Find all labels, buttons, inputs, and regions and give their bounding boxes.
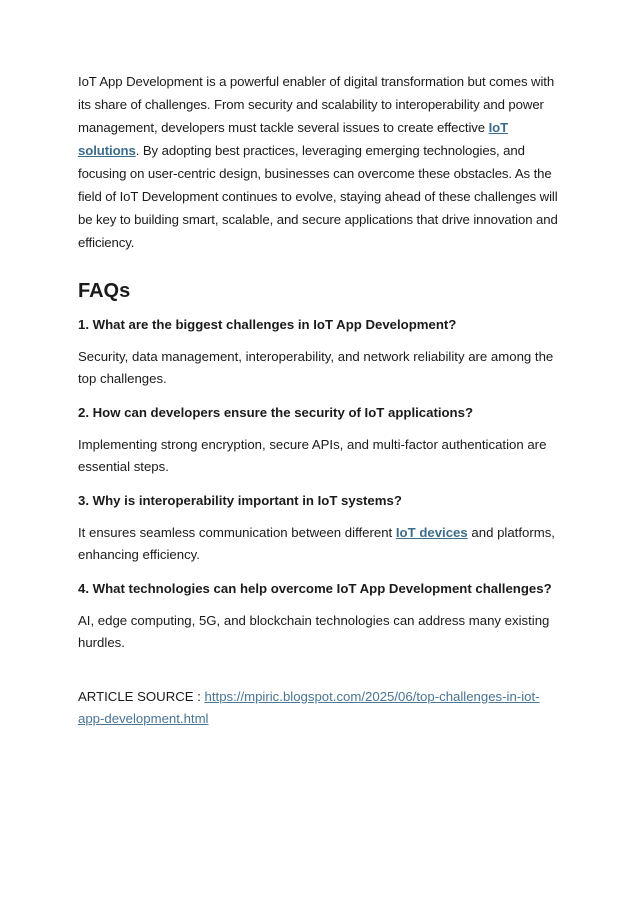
faq-answer-3-end: and platforms, enhancing efficiency. bbox=[78, 525, 555, 562]
faq-heading: FAQs bbox=[78, 280, 131, 302]
article-source-link[interactable]: https://mpiric.blogspot.com/2025/06/top-challenges-in-iot-app-development.html bbox=[78, 689, 540, 726]
intro-paragraph bbox=[78, 70, 562, 254]
document-page bbox=[78, 70, 562, 730]
faq-list bbox=[78, 314, 562, 654]
article-source bbox=[78, 686, 562, 730]
iot-solutions-link[interactable]: IoT solutions bbox=[78, 120, 509, 158]
faq-answer-3-start: It ensures seamless communication between different bbox=[78, 525, 396, 540]
faq-answer-3 bbox=[78, 522, 562, 566]
faq-question-4: 4. What technologies can help overcome IoT App Development challenges? bbox=[78, 581, 552, 596]
faq-question-2: 2. How can developers ensure the security of IoT applications? bbox=[78, 405, 473, 420]
article-source-label: ARTICLE SOURCE : bbox=[78, 689, 205, 704]
intro-text-start: IoT App Development is a powerful enabler of digital transformation but comes with its share of challenges. From security and scalability to interoperability and power management, developers must tackle several issues to create effective bbox=[78, 74, 555, 135]
faq-answer-2: Implementing strong encryption, secure APIs, and multi-factor authentication are essential steps. bbox=[78, 437, 547, 474]
faq-answer-4: AI, edge computing, 5G, and blockchain technologies can address many existing hurdles. bbox=[78, 613, 550, 650]
intro-text-end: . By adopting best practices, leveraging emerging technologies, and focusing on user-centric design, businesses can overcome these obstacles. As the field of IoT Development continues to evolve, staying ahead of these challenges will be key to building smart, scalable, and secure applications that drive innovation and efficiency. bbox=[78, 143, 558, 250]
faq-question-3: 3. Why is interoperability important in IoT systems? bbox=[78, 493, 402, 508]
faq-question-1: 1. What are the biggest challenges in IoT App Development? bbox=[78, 317, 457, 332]
iot-devices-link[interactable]: IoT devices bbox=[395, 525, 468, 540]
faq-answer-1: Security, data management, interoperability, and network reliability are among the top challenges. bbox=[78, 349, 554, 386]
